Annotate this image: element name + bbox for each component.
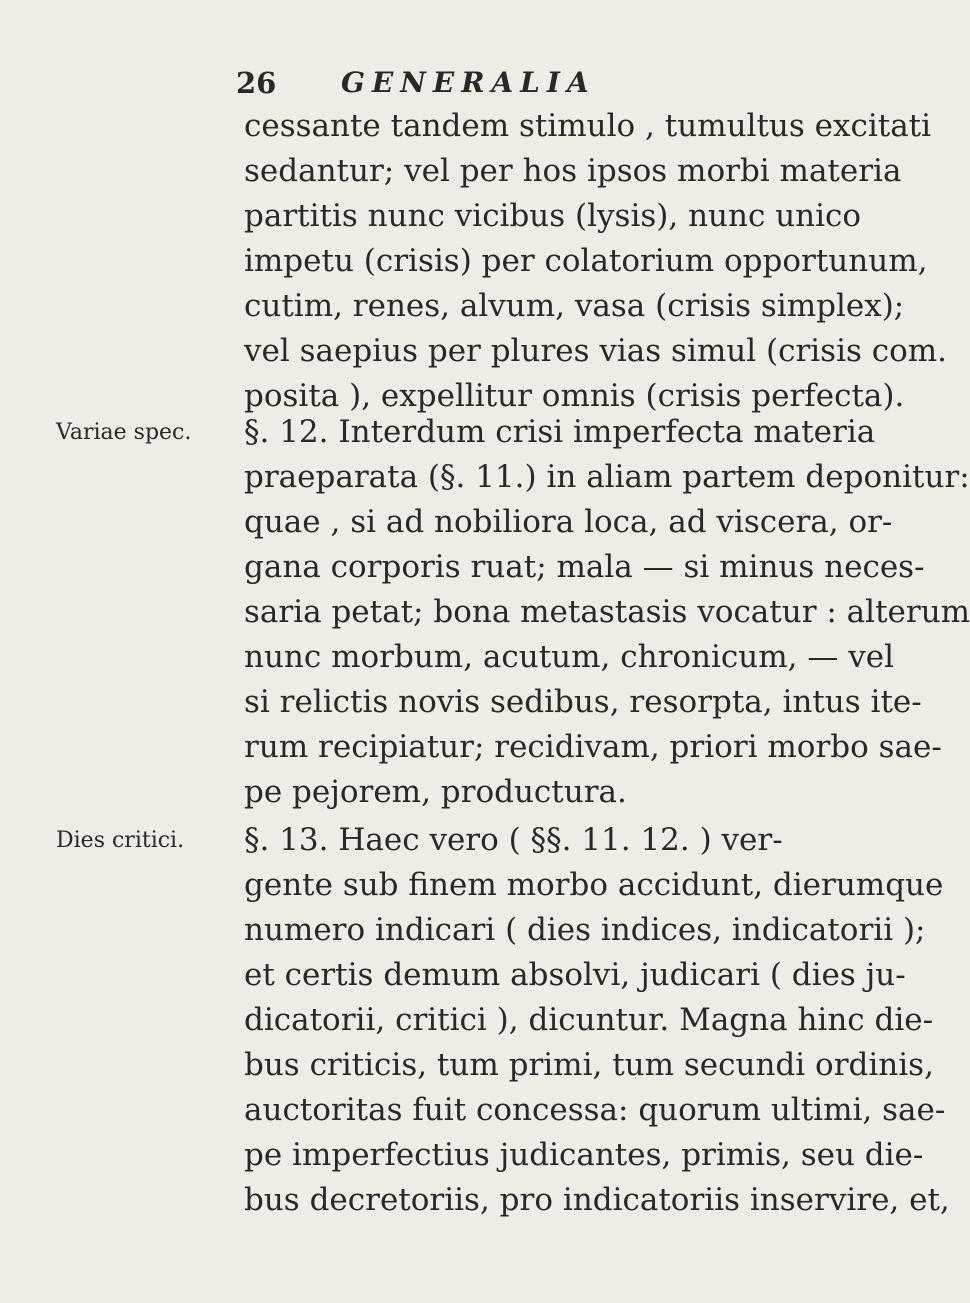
text-line: rum recipiatur; recidivam, priori morbo sae-: [244, 729, 942, 765]
paragraph-section-12: [244, 410, 970, 815]
text-line: praeparata (§. 11.) in aliam partem deponitur:: [244, 459, 970, 495]
running-head: GENERALIA: [341, 66, 596, 99]
text-line: et certis demum absolvi, judicari ( dies ju-: [244, 957, 906, 993]
page-number: 26: [236, 66, 277, 100]
paragraph-crisis: [244, 104, 948, 419]
text-line: bus criticis, tum primi, tum secundi ordinis,: [244, 1047, 934, 1083]
text-line: posita ), expellitur omnis (crisis perfecta).: [244, 378, 905, 414]
text-line: §. 13. Haec vero ( §§. 11. 12. ) ver-: [244, 822, 783, 858]
text-line: gana corporis ruat; mala — si minus neces-: [244, 549, 925, 585]
text-line: si relictis novis sedibus, resorpta, intus ite-: [244, 684, 922, 720]
text-line: §. 12. Interdum crisi imperfecta materia: [244, 414, 876, 450]
text-line: gente sub finem morbo accidunt, dierumque: [244, 867, 944, 903]
text-line: pe imperfectius judicantes, primis, seu die-: [244, 1137, 924, 1173]
text-line: saria petat; bona metastasis vocatur : alterum: [244, 594, 970, 630]
text-line: nunc morbum, acutum, chronicum, — vel: [244, 639, 894, 675]
margin-note-variae: Variae spec.: [56, 420, 192, 445]
page-header: [0, 66, 800, 106]
text-line: bus decretoriis, pro indicatoriis inservire, et,: [244, 1182, 950, 1218]
paragraph-section-13: [244, 818, 950, 1223]
text-line: sedantur; vel per hos ipsos morbi materia: [244, 153, 902, 189]
text-line: quae , si ad nobiliora loca, ad viscera, or-: [244, 504, 893, 540]
text-line: impetu (crisis) per colatorium opportunum,: [244, 243, 928, 279]
text-line: partitis nunc vicibus (lysis), nunc unico: [244, 198, 862, 234]
text-line: auctoritas fuit concessa: quorum ultimi, sae-: [244, 1092, 946, 1128]
text-line: dicatorii, critici ), dicuntur. Magna hinc die-: [244, 1002, 934, 1038]
margin-note-dies: Dies critici.: [56, 828, 185, 853]
text-line: numero indicari ( dies indices, indicatorii );: [244, 912, 926, 948]
text-line: vel saepius per plures vias simul (crisis com.: [244, 333, 948, 369]
text-line: cessante tandem stimulo , tumultus excitati: [244, 108, 932, 144]
text-line: cutim, renes, alvum, vasa (crisis simplex);: [244, 288, 905, 324]
text-line: pe pejorem, productura.: [244, 774, 627, 810]
